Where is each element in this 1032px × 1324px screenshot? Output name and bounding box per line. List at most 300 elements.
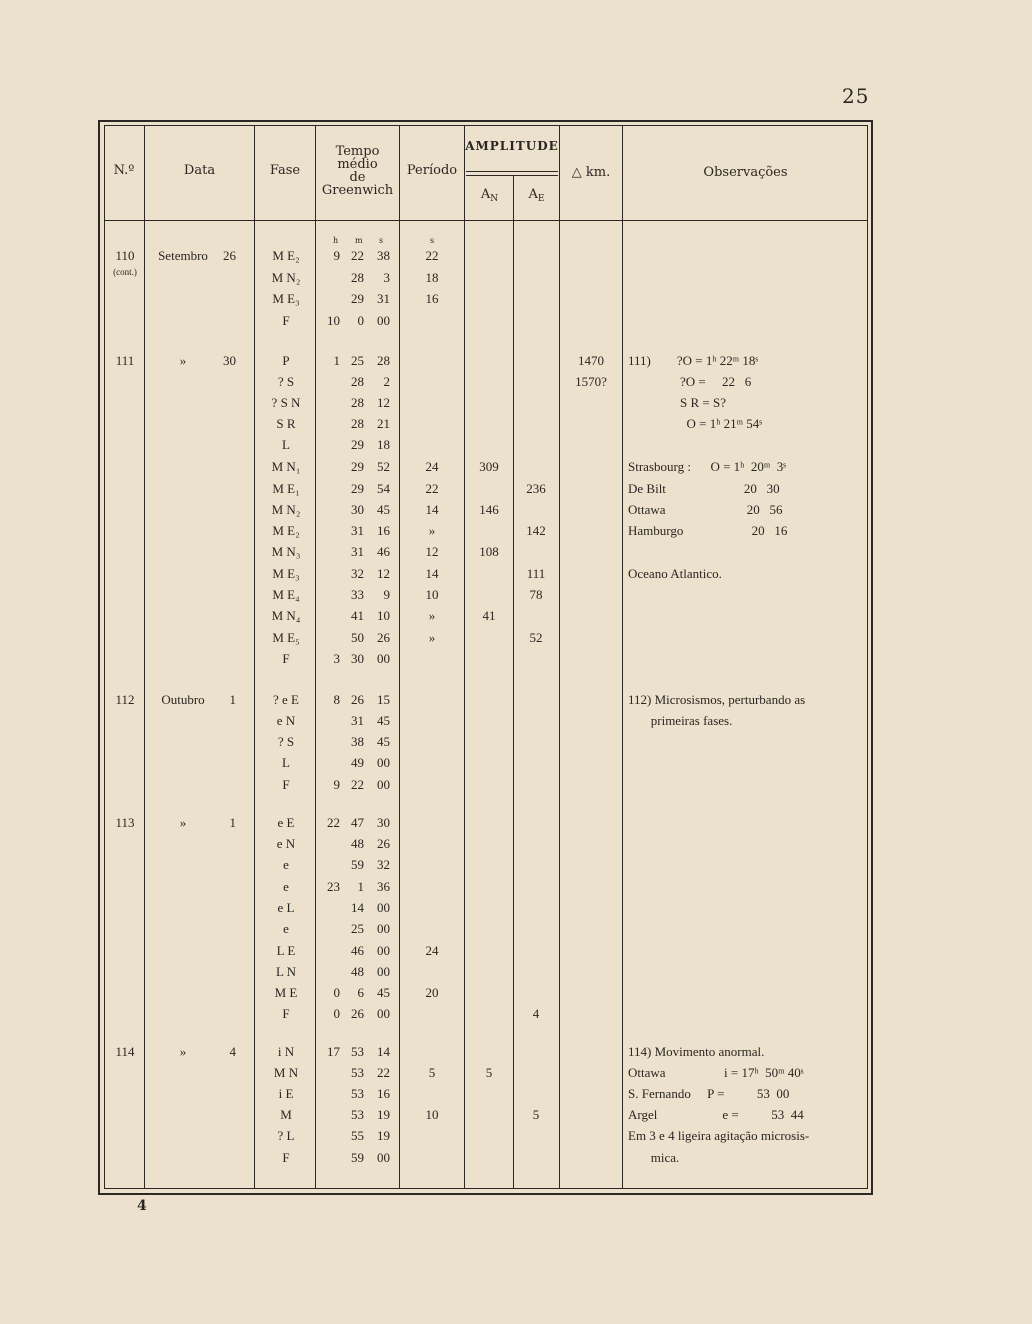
cell-fase: M E [274, 985, 298, 1000]
cell-day [204, 584, 236, 605]
cell-h [314, 1147, 340, 1168]
cell-an [466, 350, 512, 371]
cell-ae [514, 310, 558, 331]
cell-ae: 111 [526, 566, 546, 581]
cell-s: 26 [377, 836, 390, 851]
cell-km: 1570? [575, 374, 607, 389]
header-an-letter: A [480, 187, 491, 202]
cell-s: 3 [383, 270, 390, 285]
cell-per [402, 1041, 462, 1062]
cell-ae [514, 392, 558, 413]
cell-s: 45 [377, 985, 390, 1000]
header-tempo-3: de [349, 170, 366, 185]
cell-fase: e [283, 857, 289, 872]
cell-h [314, 392, 340, 413]
header-observacoes: Observações [703, 165, 788, 180]
cell-fase: ? S N [271, 395, 301, 410]
cell-h [314, 752, 340, 773]
cell-m: 32 [351, 566, 364, 581]
cell-fase: M E₅ [272, 630, 300, 645]
cell-h [314, 961, 340, 982]
cell-obs [628, 648, 864, 669]
cell-no [104, 731, 146, 752]
cell-ae [514, 812, 558, 833]
cell-per [402, 752, 462, 773]
cell-no: 111 [115, 353, 135, 368]
cell-m: 41 [351, 608, 364, 623]
cell-h: 0 [333, 985, 340, 1000]
unit-m: m [355, 236, 363, 245]
cell-an: 146 [479, 502, 499, 517]
cell-ae [514, 918, 558, 939]
cell-s: 21 [377, 416, 390, 431]
cell-m: 29 [351, 437, 364, 452]
cell-per [402, 918, 462, 939]
cell-no [104, 267, 146, 288]
cell-obs: Argel e = 53 44 [628, 1107, 804, 1122]
cell-ae [514, 413, 558, 434]
cell-s: 22 [377, 1065, 390, 1080]
cell-fase: L [282, 755, 290, 770]
cell-h [314, 710, 340, 731]
cell-obs [628, 245, 864, 266]
cell-per: 12 [425, 544, 439, 559]
cell-day [204, 267, 236, 288]
cell-h: 23 [327, 879, 340, 894]
cell-km [562, 627, 620, 648]
cell-obs: Hamburgo 20 16 [628, 523, 788, 538]
cell-day [204, 1125, 236, 1146]
cell-fase: e N [276, 713, 296, 728]
cell-ae: 52 [529, 630, 543, 645]
cell-km [562, 648, 620, 669]
cell-km [562, 499, 620, 520]
header-an [466, 188, 513, 206]
cell-obs [628, 752, 864, 773]
cell-ae [514, 648, 558, 669]
cell-day [204, 710, 236, 731]
cell-m: 55 [351, 1128, 364, 1143]
cell-day [204, 413, 236, 434]
cell-an [466, 982, 512, 1003]
cell-an [466, 710, 512, 731]
cell-fase: F [282, 1150, 290, 1165]
header-amplitude: AMPLITUDE [465, 139, 559, 153]
cell-m: 49 [351, 755, 364, 770]
cell-per [402, 731, 462, 752]
cell-ae: 5 [532, 1107, 540, 1122]
cell-m: 0 [357, 313, 364, 328]
cell-s: 28 [377, 353, 390, 368]
cell-obs [628, 812, 864, 833]
header-fase: Fase [269, 163, 301, 178]
cell-km: 1470 [578, 353, 604, 368]
cell-fase: M E₂ [272, 523, 300, 538]
cell-s: 52 [377, 459, 390, 474]
cell-per: 20 [425, 985, 439, 1000]
cell-day [204, 520, 236, 541]
cell-no [104, 774, 146, 795]
cell-h [314, 478, 340, 499]
amplitude-divider [466, 171, 558, 172]
cell-day [204, 499, 236, 520]
cell-ae [514, 267, 558, 288]
cell-fase: M N₃ [271, 544, 301, 559]
cell-km [562, 689, 620, 710]
cell-h [314, 1083, 340, 1104]
cell-m: 28 [351, 416, 364, 431]
cell-an [466, 854, 512, 875]
cell-obs: 111) ?O = 1ʰ 22ᵐ 18ˢ [628, 353, 759, 368]
cell-an [466, 627, 512, 648]
cell-no: 114 [115, 1044, 135, 1059]
cell-an [466, 434, 512, 455]
cell-per: 22 [425, 248, 439, 263]
cell-per [402, 371, 462, 392]
cell-day [204, 310, 236, 331]
cell-an [466, 1083, 512, 1104]
cell-an [466, 1104, 512, 1125]
cell-no-sub: (cont.) [113, 267, 137, 277]
header-divider [104, 220, 868, 221]
cell-ae [514, 897, 558, 918]
cell-day [204, 940, 236, 961]
cell-an [466, 245, 512, 266]
cell-h [314, 456, 340, 477]
cell-day: 1 [229, 815, 236, 830]
header-tempo-1: Tempo [335, 144, 380, 159]
cell-ae [514, 499, 558, 520]
cell-per [402, 1147, 462, 1168]
cell-no: 110 [115, 248, 135, 263]
cell-no [104, 940, 146, 961]
cell-day [204, 605, 236, 626]
cell-ae [514, 940, 558, 961]
cell-obs: 112) Microsismos, perturbando as [628, 692, 806, 707]
cell-h [314, 371, 340, 392]
cell-s: 15 [377, 692, 390, 707]
cell-h: 8 [333, 692, 340, 707]
cell-ae [514, 245, 558, 266]
cell-obs [628, 1003, 864, 1024]
cell-h [314, 833, 340, 854]
cell-km [562, 812, 620, 833]
cell-m: 33 [351, 587, 364, 602]
cell-fase: M N₁ [271, 459, 301, 474]
cell-s: 00 [377, 1006, 390, 1021]
cell-fase: ? L [277, 1128, 295, 1143]
cell-km [562, 434, 620, 455]
cell-h [314, 940, 340, 961]
cell-s: 00 [377, 777, 390, 792]
cell-s: 46 [377, 544, 390, 559]
cell-no [104, 413, 146, 434]
cell-s: 30 [377, 815, 390, 830]
cell-no [104, 627, 146, 648]
cell-m: 14 [351, 900, 364, 915]
cell-fase: M N₂ [271, 502, 301, 517]
cell-per [402, 392, 462, 413]
cell-ae [514, 710, 558, 731]
cell-obs [628, 940, 864, 961]
col-line-7 [559, 125, 560, 1189]
cell-km [562, 267, 620, 288]
header-no: N.º [113, 163, 135, 178]
cell-km [562, 918, 620, 939]
cell-km [562, 774, 620, 795]
cell-h [314, 1062, 340, 1083]
cell-s: 18 [377, 437, 390, 452]
cell-m: 28 [351, 270, 364, 285]
cell-s: 45 [377, 502, 390, 517]
cell-an [466, 1147, 512, 1168]
cell-m: 48 [351, 836, 364, 851]
cell-per: 22 [425, 481, 439, 496]
cell-day [204, 833, 236, 854]
cell-no [104, 854, 146, 875]
cell-ae [514, 833, 558, 854]
cell-no [104, 833, 146, 854]
cell-an: 5 [485, 1065, 493, 1080]
cell-no [104, 876, 146, 897]
cell-month: » [179, 1044, 187, 1059]
cell-fase: M [280, 1107, 292, 1122]
cell-km [562, 541, 620, 562]
cell-an [466, 520, 512, 541]
cell-per [402, 833, 462, 854]
cell-no: 113 [115, 815, 135, 830]
cell-fase: i N [277, 1044, 295, 1059]
cell-no [104, 752, 146, 773]
cell-h: 22 [327, 815, 340, 830]
cell-fase: ? S [277, 374, 295, 389]
cell-m: 59 [351, 857, 364, 872]
cell-fase: M N [273, 1065, 299, 1080]
cell-km [562, 1125, 620, 1146]
cell-obs: mica. [628, 1150, 680, 1165]
cell-m: 47 [351, 815, 364, 830]
cell-ae [514, 350, 558, 371]
cell-obs [628, 774, 864, 795]
cell-s: 38 [377, 248, 390, 263]
cell-ae [514, 961, 558, 982]
cell-per: 14 [425, 566, 439, 581]
cell-m: 22 [351, 248, 364, 263]
cell-an: 108 [479, 544, 499, 559]
cell-day [204, 392, 236, 413]
cell-m: 29 [351, 481, 364, 496]
cell-h: 1 [333, 353, 340, 368]
cell-no [104, 288, 146, 309]
cell-per: 5 [428, 1065, 436, 1080]
cell-day: 1 [229, 692, 236, 707]
cell-km [562, 563, 620, 584]
cell-ae [514, 541, 558, 562]
cell-ae [514, 689, 558, 710]
header-ae-sub: E [537, 194, 545, 204]
cell-per: 24 [425, 943, 439, 958]
cell-no [104, 1083, 146, 1104]
cell-s: 12 [377, 566, 390, 581]
header-km: △ km. [571, 165, 611, 180]
cell-no [104, 434, 146, 455]
cell-per: 14 [425, 502, 439, 517]
cell-s: 00 [377, 755, 390, 770]
cell-s: 9 [383, 587, 390, 602]
cell-no [104, 918, 146, 939]
cell-day [204, 627, 236, 648]
cell-s: 00 [377, 651, 390, 666]
cell-an [466, 876, 512, 897]
col-line-4 [399, 125, 400, 1189]
cell-no [104, 499, 146, 520]
cell-per [402, 812, 462, 833]
cell-m: 53 [351, 1044, 364, 1059]
cell-an [466, 689, 512, 710]
cell-no [104, 520, 146, 541]
cell-h [314, 1125, 340, 1146]
cell-day [204, 918, 236, 939]
cell-km [562, 1003, 620, 1024]
cell-km [562, 245, 620, 266]
cell-s: 00 [377, 900, 390, 915]
cell-per [402, 876, 462, 897]
cell-km [562, 520, 620, 541]
cell-km [562, 392, 620, 413]
cell-ae [514, 605, 558, 626]
cell-obs [628, 605, 864, 626]
cell-h [314, 1104, 340, 1125]
cell-obs [628, 918, 864, 939]
cell-day [204, 1062, 236, 1083]
cell-km [562, 478, 620, 499]
cell-h [314, 605, 340, 626]
cell-m: 53 [351, 1086, 364, 1101]
cell-fase: i E [278, 1086, 294, 1101]
cell-km [562, 1062, 620, 1083]
cell-an [466, 392, 512, 413]
cell-m: 31 [351, 523, 364, 538]
cell-ae [514, 774, 558, 795]
cell-per [402, 350, 462, 371]
cell-day [204, 752, 236, 773]
cell-km [562, 752, 620, 773]
cell-fase: S R [276, 416, 296, 431]
cell-obs [628, 541, 864, 562]
cell-obs: Em 3 e 4 ligeira agitação microsis- [628, 1128, 810, 1143]
cell-h: 10 [327, 313, 340, 328]
unit-periodo-s: s [430, 236, 435, 245]
cell-ae [514, 456, 558, 477]
cell-an [466, 371, 512, 392]
cell-an: 41 [482, 608, 496, 623]
cell-per [402, 689, 462, 710]
cell-s: 54 [377, 481, 390, 496]
col-line-2 [254, 125, 255, 1189]
cell-no [104, 392, 146, 413]
cell-h [314, 627, 340, 648]
cell-km [562, 961, 620, 982]
cell-ae [514, 1147, 558, 1168]
cell-s: 26 [377, 630, 390, 645]
cell-obs [628, 267, 864, 288]
cell-m: 29 [351, 291, 364, 306]
cell-m: 38 [351, 734, 364, 749]
cell-s: 00 [377, 921, 390, 936]
cell-km [562, 1104, 620, 1125]
cell-km [562, 982, 620, 1003]
col-line-5 [464, 125, 465, 1189]
cell-m: 1 [357, 879, 364, 894]
cell-per: 10 [425, 1107, 439, 1122]
cell-km [562, 940, 620, 961]
cell-an [466, 413, 512, 434]
cell-ae: 4 [532, 1006, 540, 1021]
cell-km [562, 1083, 620, 1104]
cell-day [204, 434, 236, 455]
cell-s: 14 [377, 1044, 390, 1059]
cell-no [104, 1003, 146, 1024]
cell-km [562, 731, 620, 752]
cell-fase: F [282, 777, 290, 792]
cell-no [104, 456, 146, 477]
header-tempo-2: médio [337, 157, 378, 172]
cell-day [204, 456, 236, 477]
cell-ae: 78 [529, 587, 543, 602]
cell-an: 309 [479, 459, 499, 474]
cell-m: 31 [351, 713, 364, 728]
cell-obs [628, 854, 864, 875]
cell-km [562, 833, 620, 854]
cell-no [104, 478, 146, 499]
cell-fase: e N [276, 836, 296, 851]
page-number: 25 [842, 84, 870, 108]
cell-month: » [179, 353, 187, 368]
cell-obs [628, 310, 864, 331]
cell-ae [514, 752, 558, 773]
cell-no [104, 961, 146, 982]
cell-m: 48 [351, 964, 364, 979]
header-data: Data [183, 163, 216, 178]
cell-s: 00 [377, 964, 390, 979]
cell-fase: ? S [277, 734, 295, 749]
cell-no [104, 584, 146, 605]
cell-an [466, 1125, 512, 1146]
cell-ae [514, 731, 558, 752]
cell-km [562, 1147, 620, 1168]
cell-fase: ? e E [273, 692, 299, 707]
cell-day [204, 961, 236, 982]
header-tempo-4: Greenwich [321, 183, 394, 198]
cell-day [204, 897, 236, 918]
cell-no [104, 648, 146, 669]
cell-obs: 114) Movimento anormal. [628, 1044, 765, 1059]
cell-h [314, 731, 340, 752]
cell-h: 9 [333, 248, 340, 263]
cell-per [402, 1083, 462, 1104]
cell-km [562, 288, 620, 309]
cell-day: 4 [229, 1044, 236, 1059]
cell-day [204, 541, 236, 562]
cell-h [314, 584, 340, 605]
cell-ae: 236 [526, 481, 546, 496]
cell-day [204, 371, 236, 392]
cell-m: 30 [351, 502, 364, 517]
cell-per: » [428, 630, 436, 645]
cell-h: 9 [333, 777, 340, 792]
cell-fase: M E₁ [272, 481, 300, 496]
cell-fase: e [283, 879, 289, 894]
